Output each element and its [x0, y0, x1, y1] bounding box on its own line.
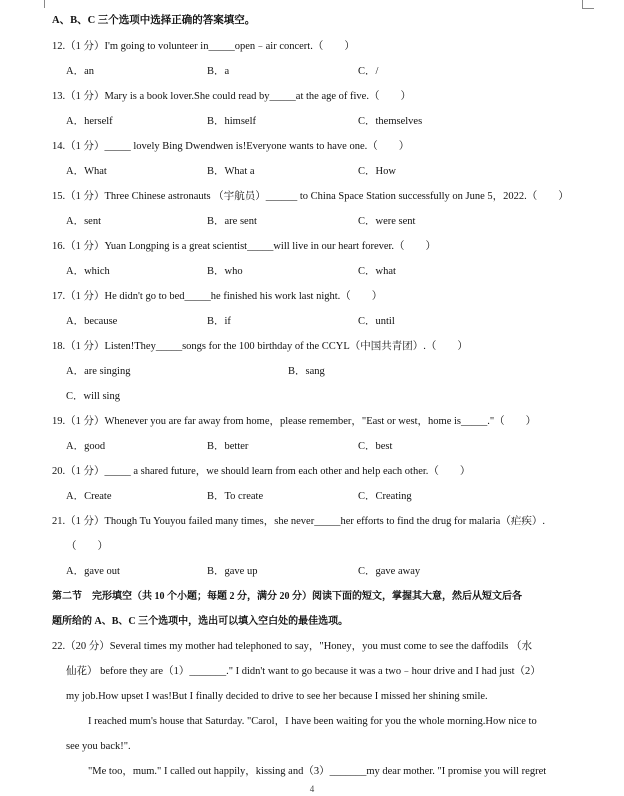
question-19: 19.（1 分）Whenever you are far away from home，please remember，"East or west，home is_____."（ ） — [52, 416, 537, 427]
question-13: 13.（1 分）Mary is a book lover.She could read by_____at the age of five.（ ） — [52, 91, 411, 102]
option-15-a: A．sent — [66, 216, 101, 227]
question-17: 17.（1 分）He didn't go to bed_____he finished his work last night.（ ） — [52, 291, 383, 302]
option-17-a: A．because — [66, 316, 118, 327]
question-20: 20.（1 分）_____ a shared future，we should learn from each other and help each other.（ ） — [52, 466, 471, 477]
passage-line-3: my job.How upset I was!But I finally decided to drive to see her because I missed her shining smile. — [66, 691, 488, 702]
option-20-c: C．Creating — [358, 491, 412, 502]
question-21: 21.（1 分）Though Tu Youyou failed many times，she never_____her efforts to find the drug for malaria（疟疾）. — [52, 516, 545, 527]
option-18-c: C．will sing — [66, 391, 120, 402]
question-18: 18.（1 分）Listen!They_____songs for the 100 birthday of the CCYL（中国共青团）.（ ） — [52, 341, 468, 352]
question-21-bracket: （ ） — [66, 541, 108, 552]
option-21-c: C．gave away — [358, 566, 421, 577]
option-17-b: B．if — [207, 316, 231, 327]
crop-mark-top-right-h — [582, 8, 594, 9]
option-14-a: A．What — [66, 166, 107, 177]
option-21-b: B．gave up — [207, 566, 258, 577]
crop-mark-top-left — [44, 0, 45, 8]
passage-line-6: "Me too，mum." I called out happily，kissing and（3）_______my dear mother. "I promise you will regret — [88, 766, 547, 777]
section-heading-line2: 题所给的 A、B、C 三个选项中，选出可以填入空白处的最佳选项。 — [52, 616, 349, 627]
option-15-c: C．were sent — [358, 216, 416, 227]
option-21-a: A．gave out — [66, 566, 120, 577]
option-19-b: B．better — [207, 441, 249, 452]
option-13-a: A．herself — [66, 116, 113, 127]
option-19-c: C．best — [358, 441, 393, 452]
passage-line-2: 仙花） before they are（1）_______." I didn't want to go because it was a two﹣hour drive and I had just（2） — [66, 666, 541, 677]
option-18-a: A．are singing — [66, 366, 131, 377]
option-20-a: A．Create — [66, 491, 112, 502]
option-13-b: B．himself — [207, 116, 256, 127]
option-19-a: A．good — [66, 441, 106, 452]
option-12-a: A．an — [66, 66, 94, 77]
option-13-c: C．themselves — [358, 116, 423, 127]
option-17-c: C．until — [358, 316, 395, 327]
question-12: 12.（1 分）I'm going to volunteer in_____open﹣air concert.（ ） — [52, 41, 355, 52]
option-12-c: C．/ — [358, 66, 379, 77]
passage-line-5: see you back!". — [66, 741, 131, 752]
option-16-c: C．what — [358, 266, 396, 277]
option-16-a: A．which — [66, 266, 110, 277]
option-20-b: B．To create — [207, 491, 264, 502]
question-15: 15.（1 分）Three Chinese astronauts （宇航员）______ to China Space Station successfully on June 5，2022.（ ） — [52, 191, 569, 202]
option-16-b: B．who — [207, 266, 243, 277]
option-15-b: B．are sent — [207, 216, 257, 227]
option-14-c: C．How — [358, 166, 396, 177]
instruction-header: A、B、C 三个选项中选择正确的答案填空。 — [52, 15, 256, 26]
passage-line-4: I reached mum's house that Saturday. "Carol，I have been waiting for you the whole morning.How nice to — [88, 716, 537, 727]
passage-line-1: 22.（20 分）Several times my mother had telephoned to say，"Honey，you must come to see the daffodils （水 — [52, 641, 533, 652]
question-14: 14.（1 分）_____ lovely Bing Dwendwen is!Everyone wants to have one.（ ） — [52, 141, 410, 152]
crop-mark-top-right — [582, 0, 583, 8]
section-heading-line1: 第二节 完形填空（共 10 个小题；每题 2 分，满分 20 分）阅读下面的短文，掌握其大意，然后从短文后各 — [52, 591, 522, 602]
page-number: 4 — [309, 784, 315, 794]
option-12-b: B．a — [207, 66, 230, 77]
question-16: 16.（1 分）Yuan Longping is a great scientist_____will live in our heart forever.（ ） — [52, 241, 437, 252]
option-14-b: B．What a — [207, 166, 255, 177]
option-18-b: B．sang — [288, 366, 325, 377]
